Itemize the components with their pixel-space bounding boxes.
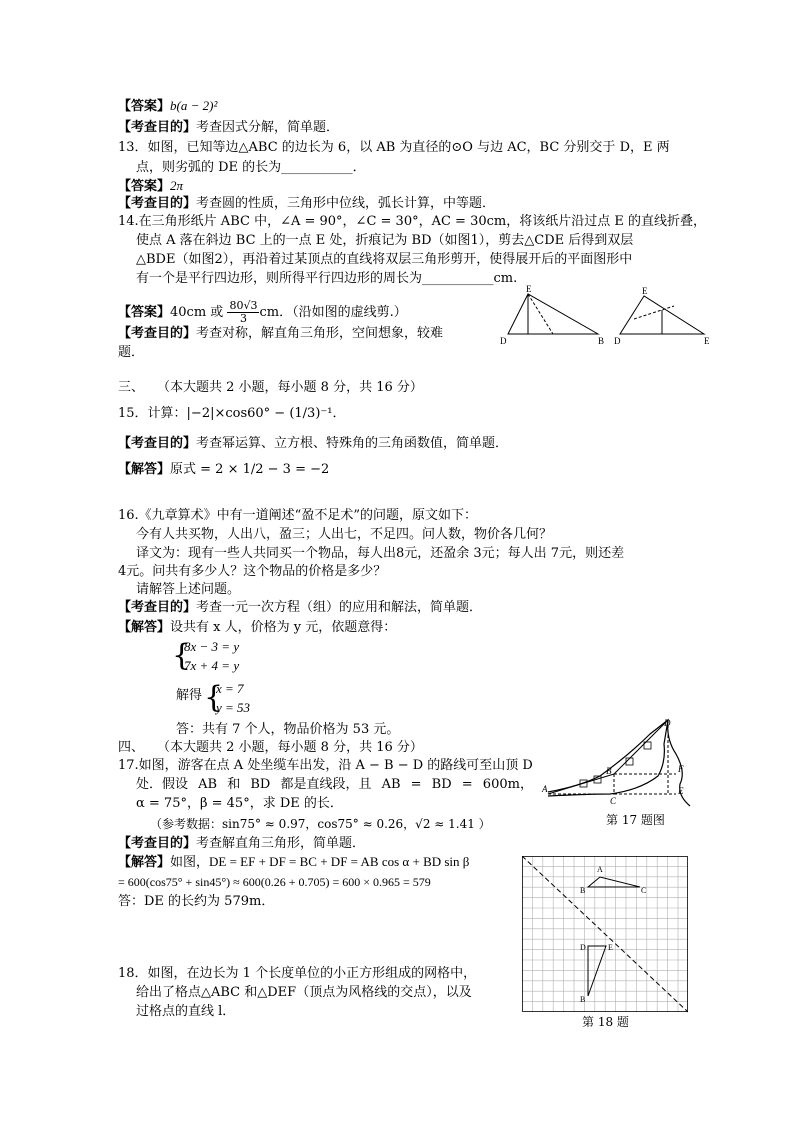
fraction-denominator: 3 [239, 312, 247, 325]
q13-line1: 13．如图，已知等边△ABC 的边长为 6，以 AB 为直径的⊙O 与边 AC，BC 分别交于 D，E 两 [118, 140, 670, 155]
purpose-label: 【考查目的】 [118, 436, 197, 451]
section-3-title: 三、 （本大题共 2 小题，每小题 8 分，共 16 分） [118, 380, 423, 395]
q16-solution [118, 620, 396, 636]
res1: x = 7 [216, 681, 244, 696]
q16-line5: 请解答上述问题。 [136, 582, 241, 597]
fig18-label-A: A [597, 865, 603, 874]
fig17-label-E: E [678, 786, 684, 796]
fig14-figure2 [612, 284, 712, 348]
purpose-label: 【考查目的】 [118, 326, 197, 341]
purpose-text: 考查一元一次方程（组）的应用和解法，简单题． [196, 600, 483, 615]
q14-answer [118, 300, 407, 325]
answer-label: 【答案】 [118, 179, 171, 194]
q18-line3: 过格点的直线 l． [136, 1004, 236, 1019]
q14-line2: 使点 A 落在斜边 BC 上的一点 E 处，折痕记为 BD（如图1），剪去△CDE 后得到双层 [136, 233, 634, 248]
purpose-label: 【考查目的】 [118, 600, 197, 615]
eq1: 8x − 3 = y [184, 639, 240, 654]
fig18-label-C: C [641, 886, 647, 895]
fig14a-label-E: E [526, 284, 532, 294]
q16-purpose [118, 600, 482, 616]
purpose-label: 【考查目的】 [118, 196, 197, 211]
purpose-text: 考查对称，解直角三角形，空间想象，较难 [196, 326, 444, 341]
answer-label: 【答案】 [118, 99, 171, 114]
solution-text: 如图，DE = EF + DF = BC + DF = AB cos α + BD sin β [170, 854, 470, 869]
res2: y = 53 [216, 700, 251, 715]
q16-line4: 4元。问共有多少人？这个物品的价格是多少？ [118, 564, 387, 579]
left-brace: { [172, 638, 192, 673]
fig14b-label-E2: E [704, 336, 710, 346]
q17-purpose [118, 836, 365, 852]
q14-purpose-line2: 题． [118, 345, 145, 360]
fig18-label-B2: B [580, 995, 586, 1004]
q17-line2: 处．假设 AB 和 BD 都是直线段，且 AB = BD = 600m， [136, 777, 533, 792]
answer-value: 2π [170, 178, 184, 193]
answer-fraction [227, 300, 259, 325]
q14-line1: 14.在三角形纸片 ABC 中，∠A = 90°，∠C = 30°，AC = 30cm，将该纸片沿过点 E 的直线折叠， [118, 214, 706, 229]
section-4-title: 四、 （本大题共 2 小题，每小题 8 分，共 16 分） [118, 740, 423, 755]
q12-purpose [118, 120, 339, 136]
q13-line2: 点，则劣弧的 DE 的长为___________． [136, 160, 366, 175]
q16-line3: 译文为：现有一些人共同买一个物品，每人出8元，还盈余 3元；每人出 7元，则还差 [136, 546, 625, 561]
purpose-text: 考查因式分解，简单题． [196, 120, 340, 135]
fraction-numerator: 80√3 [229, 299, 258, 312]
answer-pre: 40cm 或 [170, 305, 224, 320]
q16-line1: 16.《九章算术》中有一道阐述“盈不足术”的问题，原文如下： [118, 508, 477, 523]
q15-purpose [118, 436, 508, 452]
solution-label: 【解答】 [118, 855, 171, 870]
q15-solution [118, 462, 329, 478]
purpose-label: 【考查目的】 [118, 120, 197, 135]
fig18-caption: 第 18 题 [582, 1015, 629, 1029]
solution-label: 【解答】 [118, 620, 171, 635]
q14-purpose [118, 326, 443, 342]
q13-answer [118, 178, 183, 195]
fig14-figure1 [498, 284, 608, 348]
q16-conclusion: 答：共有 7 个人，物品价格为 53 元。 [176, 722, 400, 737]
fig18-label-E: E [608, 943, 613, 952]
fig18-label-D: D [580, 943, 586, 952]
q14-line4: 有一个是平行四边形，则所得平行四边形的周长为___________cm. [136, 271, 518, 286]
fig17-caption: 第 17 题图 [606, 813, 665, 827]
fig14a-label-D: D [500, 336, 507, 346]
q17-solution-line2: = 600(cos75° + sin45°) ≈ 600(0.26 + 0.705) = 600 × 0.965 = 579 [118, 875, 431, 889]
answer-post: cm．（沿如图的虚线剪.） [259, 305, 407, 320]
fig18-grid-figure [522, 856, 688, 1014]
q18-line2: 给出了格点△ABC 和△DEF（顶点为风格线的交点），以及 [136, 985, 472, 1000]
fig17-label-F: F [678, 764, 684, 774]
fig18-label-B: B [580, 886, 586, 895]
purpose-text: 考查圆的性质，三角形中位线，弧长计算，中等题． [196, 196, 496, 211]
q17-line1: 17.如图，游客在点 A 处坐缆车出发，沿 A − B − D 的路线可至山顶 D [118, 758, 533, 773]
fig14b-label-E: E [642, 286, 648, 296]
answer-value: b(a − 2)² [170, 98, 218, 113]
fig17-label-C: C [610, 796, 617, 806]
fig17-label-A: A [542, 784, 548, 794]
q13-purpose [118, 196, 495, 212]
solution-text: 设共有 x 人，价格为 y 元，依题意得： [170, 620, 397, 635]
fig17-mountain-figure [540, 714, 700, 810]
fig14a-label-B: B [598, 336, 605, 346]
q14-line3: △BDE（如图2），再沿着过某顶点的直线将双层三角形剪开，使得展开后的平面图形中 [136, 252, 633, 267]
purpose-text: 考查幂运算、立方根、特殊角的三角函数值，简单题． [196, 436, 509, 451]
q18-line1: 18．如图，在边长为 1 个长度单位的小正方形组成的网格中， [118, 966, 477, 981]
answer-label: 【答案】 [118, 305, 171, 320]
fig17-label-B: B [606, 766, 612, 776]
purpose-label: 【考查目的】 [118, 836, 197, 851]
eq2: 7x + 4 = y [184, 658, 240, 673]
q16-line2: 今有人共买物，人出八，盈三；人出七，不足四。问人数，物价各几何？ [136, 527, 553, 542]
q12-answer [118, 98, 217, 115]
left-brace: { [204, 680, 224, 715]
solution-label: 【解答】 [118, 462, 171, 477]
q17-line4: （参考数据：sin75° ≈ 0.97，cos75° ≈ 0.26，√2 ≈ 1.41 ） [150, 817, 491, 831]
purpose-text: 考查解直角三角形，简单题． [196, 836, 366, 851]
q17-line3: α = 75°，β = 45°，求 DE 的长． [136, 796, 343, 811]
solve-label: 解得 [176, 688, 203, 703]
solution-text: 原式 = 2 × 1/2 − 3 = −2 [170, 462, 330, 477]
q17-solution [118, 854, 469, 871]
fig17-label-D: D [664, 718, 671, 728]
q15-line1: 15．计算：|−2|×cos60° − (1/3)⁻¹． [118, 406, 346, 421]
fig14b-label-D: D [614, 336, 621, 346]
q17-conclusion: 答：DE 的长约为 579m． [118, 894, 275, 909]
